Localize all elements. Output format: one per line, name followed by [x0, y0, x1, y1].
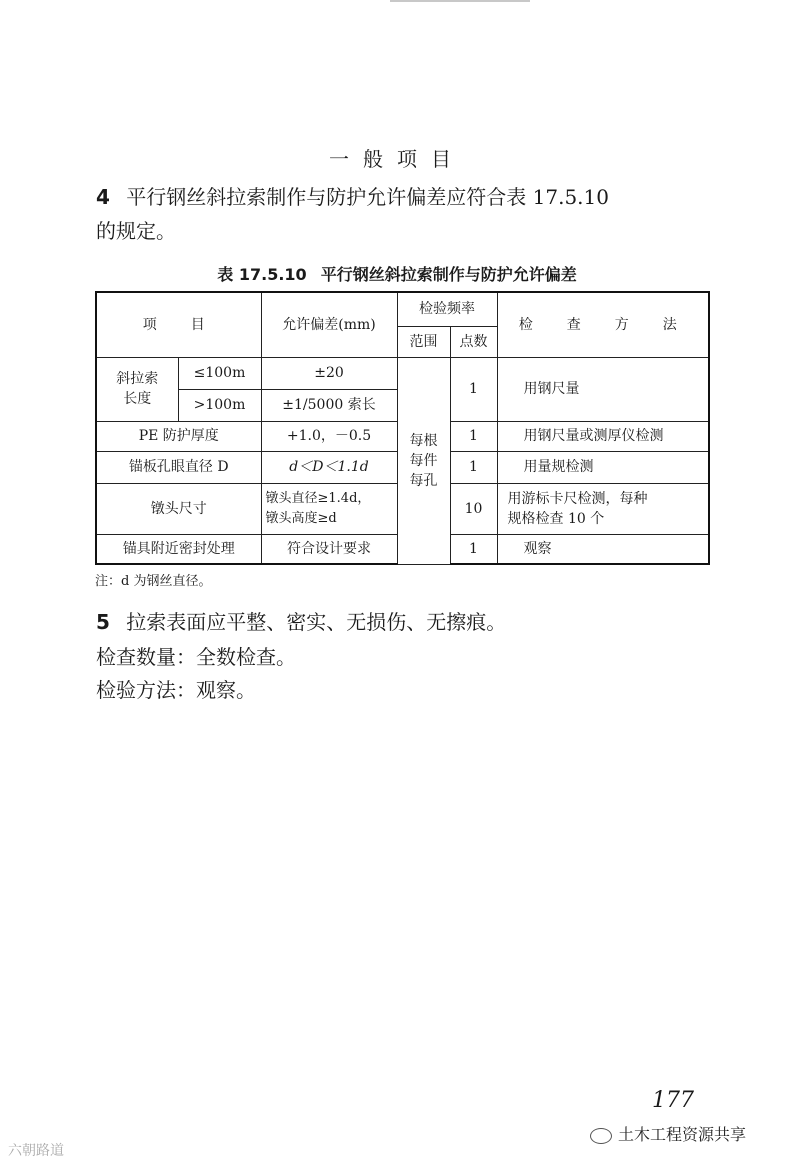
tolerance-table	[95, 291, 710, 565]
watermark-right	[590, 1122, 746, 1145]
clause-4-line2: 的规定。	[96, 219, 176, 243]
page-number: 177	[652, 1088, 694, 1113]
clause-4	[96, 180, 609, 214]
clause-5	[96, 605, 506, 639]
cell-tolerance: ±20	[261, 357, 397, 389]
clause-5-text: 拉索表面应平整、密实、无损伤、无擦痕。	[126, 610, 507, 634]
watermark-right-text: 土木工程资源共享	[618, 1125, 747, 1144]
clause-4-number: 4	[96, 185, 110, 209]
cell-item: 锚具附近密封处理	[96, 534, 261, 564]
cell-method: 用钢尺量	[497, 357, 709, 421]
table-row	[96, 357, 709, 389]
section-title: 一般项目	[329, 147, 465, 171]
cell-tolerance: d＜D＜1.1d	[261, 451, 397, 483]
cell-item-sub: ≤100m	[178, 357, 261, 389]
header-method: 检 查 方 法	[497, 292, 709, 357]
check-method: 检验方法：观察。	[96, 678, 256, 702]
cell-points: 1	[450, 534, 497, 564]
cell-range-merged: 每根 每件 每孔	[397, 357, 450, 564]
cell-method: 用游标卡尺检测，每种 规格检查 10 个	[497, 483, 709, 534]
clause-5-number: 5	[96, 610, 110, 634]
cell-points: 1	[450, 451, 497, 483]
table-note: 注：d 为钢丝直径。	[95, 574, 212, 589]
cell-item: 锚板孔眼直径 D	[96, 451, 261, 483]
header-range: 范围	[397, 326, 450, 357]
cell-tolerance: 镦头直径≥1.4d， 镦头高度≥d	[261, 483, 397, 534]
cell-method: 用量规检测	[497, 451, 709, 483]
clause-4-line1: 平行钢丝斜拉索制作与防护允许偏差应符合表 17.5.10	[126, 185, 609, 209]
cell-points: 1	[450, 421, 497, 451]
header-item: 项 目	[96, 292, 261, 357]
cell-method: 观察	[497, 534, 709, 564]
header-points: 点数	[450, 326, 497, 357]
cell-method: 用钢尺量或测厚仪检测	[497, 421, 709, 451]
cell-points: 1	[450, 357, 497, 421]
header-frequency: 检验频率	[397, 292, 497, 326]
cell-points: 10	[450, 483, 497, 534]
cell-item: PE 防护厚度	[96, 421, 261, 451]
table-caption	[0, 262, 794, 285]
cell-item: 镦头尺寸	[96, 483, 261, 534]
header-tolerance: 允许偏差(mm)	[261, 292, 397, 357]
check-quantity: 检查数量：全数检查。	[96, 645, 296, 669]
wechat-icon	[590, 1128, 612, 1144]
scan-edge-line	[390, 0, 530, 2]
cell-item-group: 斜拉索 长度	[96, 357, 178, 421]
watermark-left: 六朝路道	[8, 1143, 64, 1159]
cell-tolerance: ±1/5000 索长	[261, 389, 397, 421]
table-caption-title: 平行钢丝斜拉索制作与防护允许偏差	[320, 265, 577, 284]
cell-tolerance: 符合设计要求	[261, 534, 397, 564]
cell-tolerance: +1.0，－0.5	[261, 421, 397, 451]
table-caption-number: 表 17.5.10	[217, 265, 307, 284]
cell-item-sub: >100m	[178, 389, 261, 421]
